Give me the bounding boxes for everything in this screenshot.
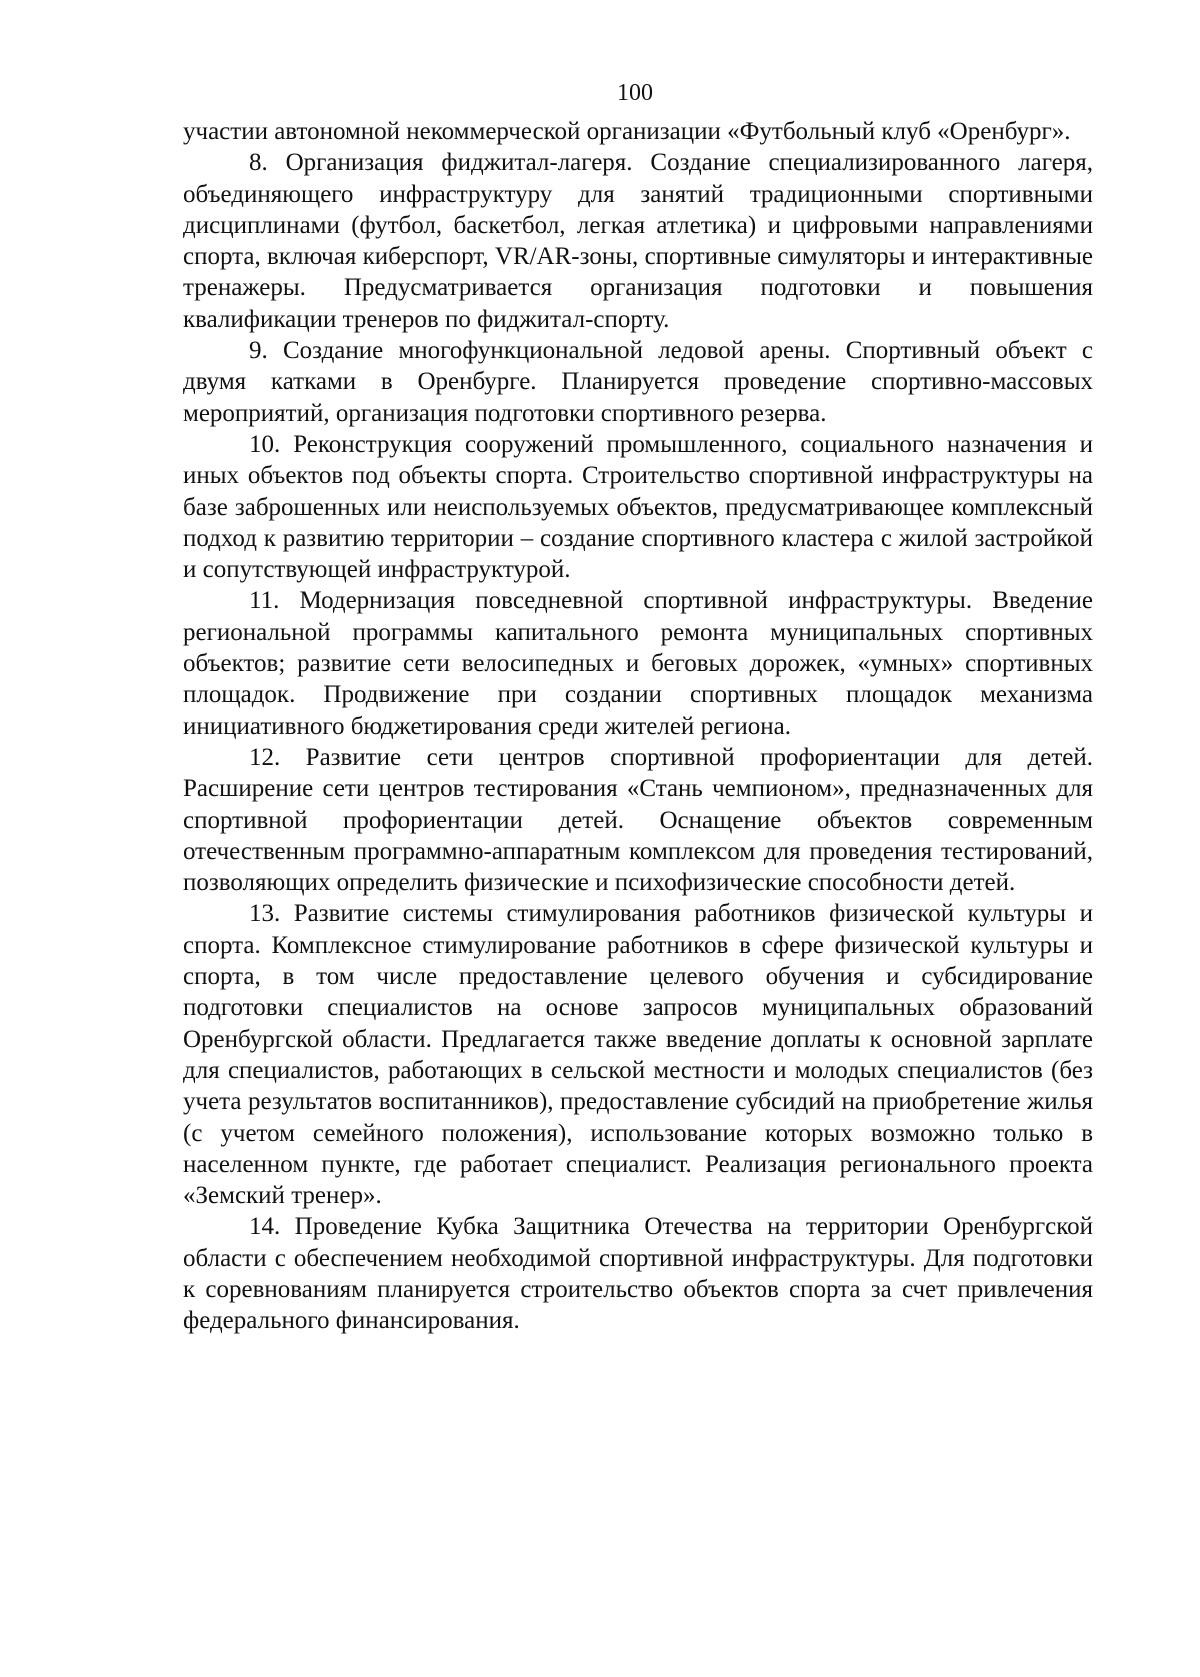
paragraph-item-8: 8. Организация фиджитал-лагеря. Создание специализированного лагеря, объединяющего инфраструктуру для занятий традиционными спортивными дисциплинами (футбол, баскетбол, легкая атлетика) и цифровыми направлениями спорта, включая киберспорт, VR/AR-зоны, спортивные симуляторы и интерактивные тренажеры. Предусматривается организация подготовки и повышения квалификации тренеров по фиджитал-спорту. xyxy=(183,149,1093,333)
paragraph-item-14: 14. Проведение Кубка Защитника Отечества на территории Оренбургской области с обеспечением необходимой спортивной инфраструктуры. Для подготовки к соревнованиям планируется строительство объектов спорта за счет привлечения федерального финансирования. xyxy=(183,1213,1093,1335)
paragraph-item-12: 12. Развитие сети центров спортивной профориентации для детей. Расширение сети центров тестирования «Стань чемпионом», предназначенных для спортивной профориентации детей. Оснащение объектов современным отечественным программно-аппаратным комплексом для проведения тестирований, позволяющих определить физические и психофизические способности детей. xyxy=(183,743,1093,897)
page-number: 100 xyxy=(617,80,653,106)
paragraph-continuation: участии автономной некоммерческой организации «Футбольный клуб «Оренбург». xyxy=(183,118,1071,145)
paragraph-item-11: 11. Модернизация повседневной спортивной инфраструктуры. Введение региональной программы капитального ремонта муниципальных спортивных объектов; развитие сети велосипедных и беговых дорожек, «умных» спортивных площадок. Продвижение при создании спортивных площадок механизма инициативного бюджетирования среди жителей региона. xyxy=(183,587,1093,740)
document-body xyxy=(183,116,1093,1337)
paragraph-item-13: 13. Развитие системы стимулирования работников физической культуры и спорта. Комплексное стимулирование работников в сфере физической культуры и спорта, в том числе предоставление целевого обучения и субсидирование подготовки специалистов на основе запросов муниципальных образований Оренбургской области. Предлагается также введение доплаты к основной зарплате для специалистов, работающих в сельской местности и молодых специалистов (без учета результатов воспитанников), предоставление субсидий на приобретение жилья (с учетом семейного положения), использование которых возможно только в населенном пункте, где работает специалист. Реализация регионального проекта «Земский тренер». xyxy=(183,900,1093,1210)
paragraph-item-10: 10. Реконструкция сооружений промышленного, социального назначения и иных объектов под объекты спорта. Строительство спортивной инфраструктуры на базе заброшенных или неиспользуемых объектов, предусматривающее комплексный подход к развитию территории – создание спортивного кластера с жилой застройкой и сопутствующей инфраструктурой. xyxy=(183,430,1093,584)
paragraph-item-9: 9. Создание многофункциональной ледовой арены. Спортивный объект с двумя катками в Оренбурге. Планируется проведение спортивно-массовых мероприятий, организация подготовки спортивного резерва. xyxy=(183,337,1093,427)
